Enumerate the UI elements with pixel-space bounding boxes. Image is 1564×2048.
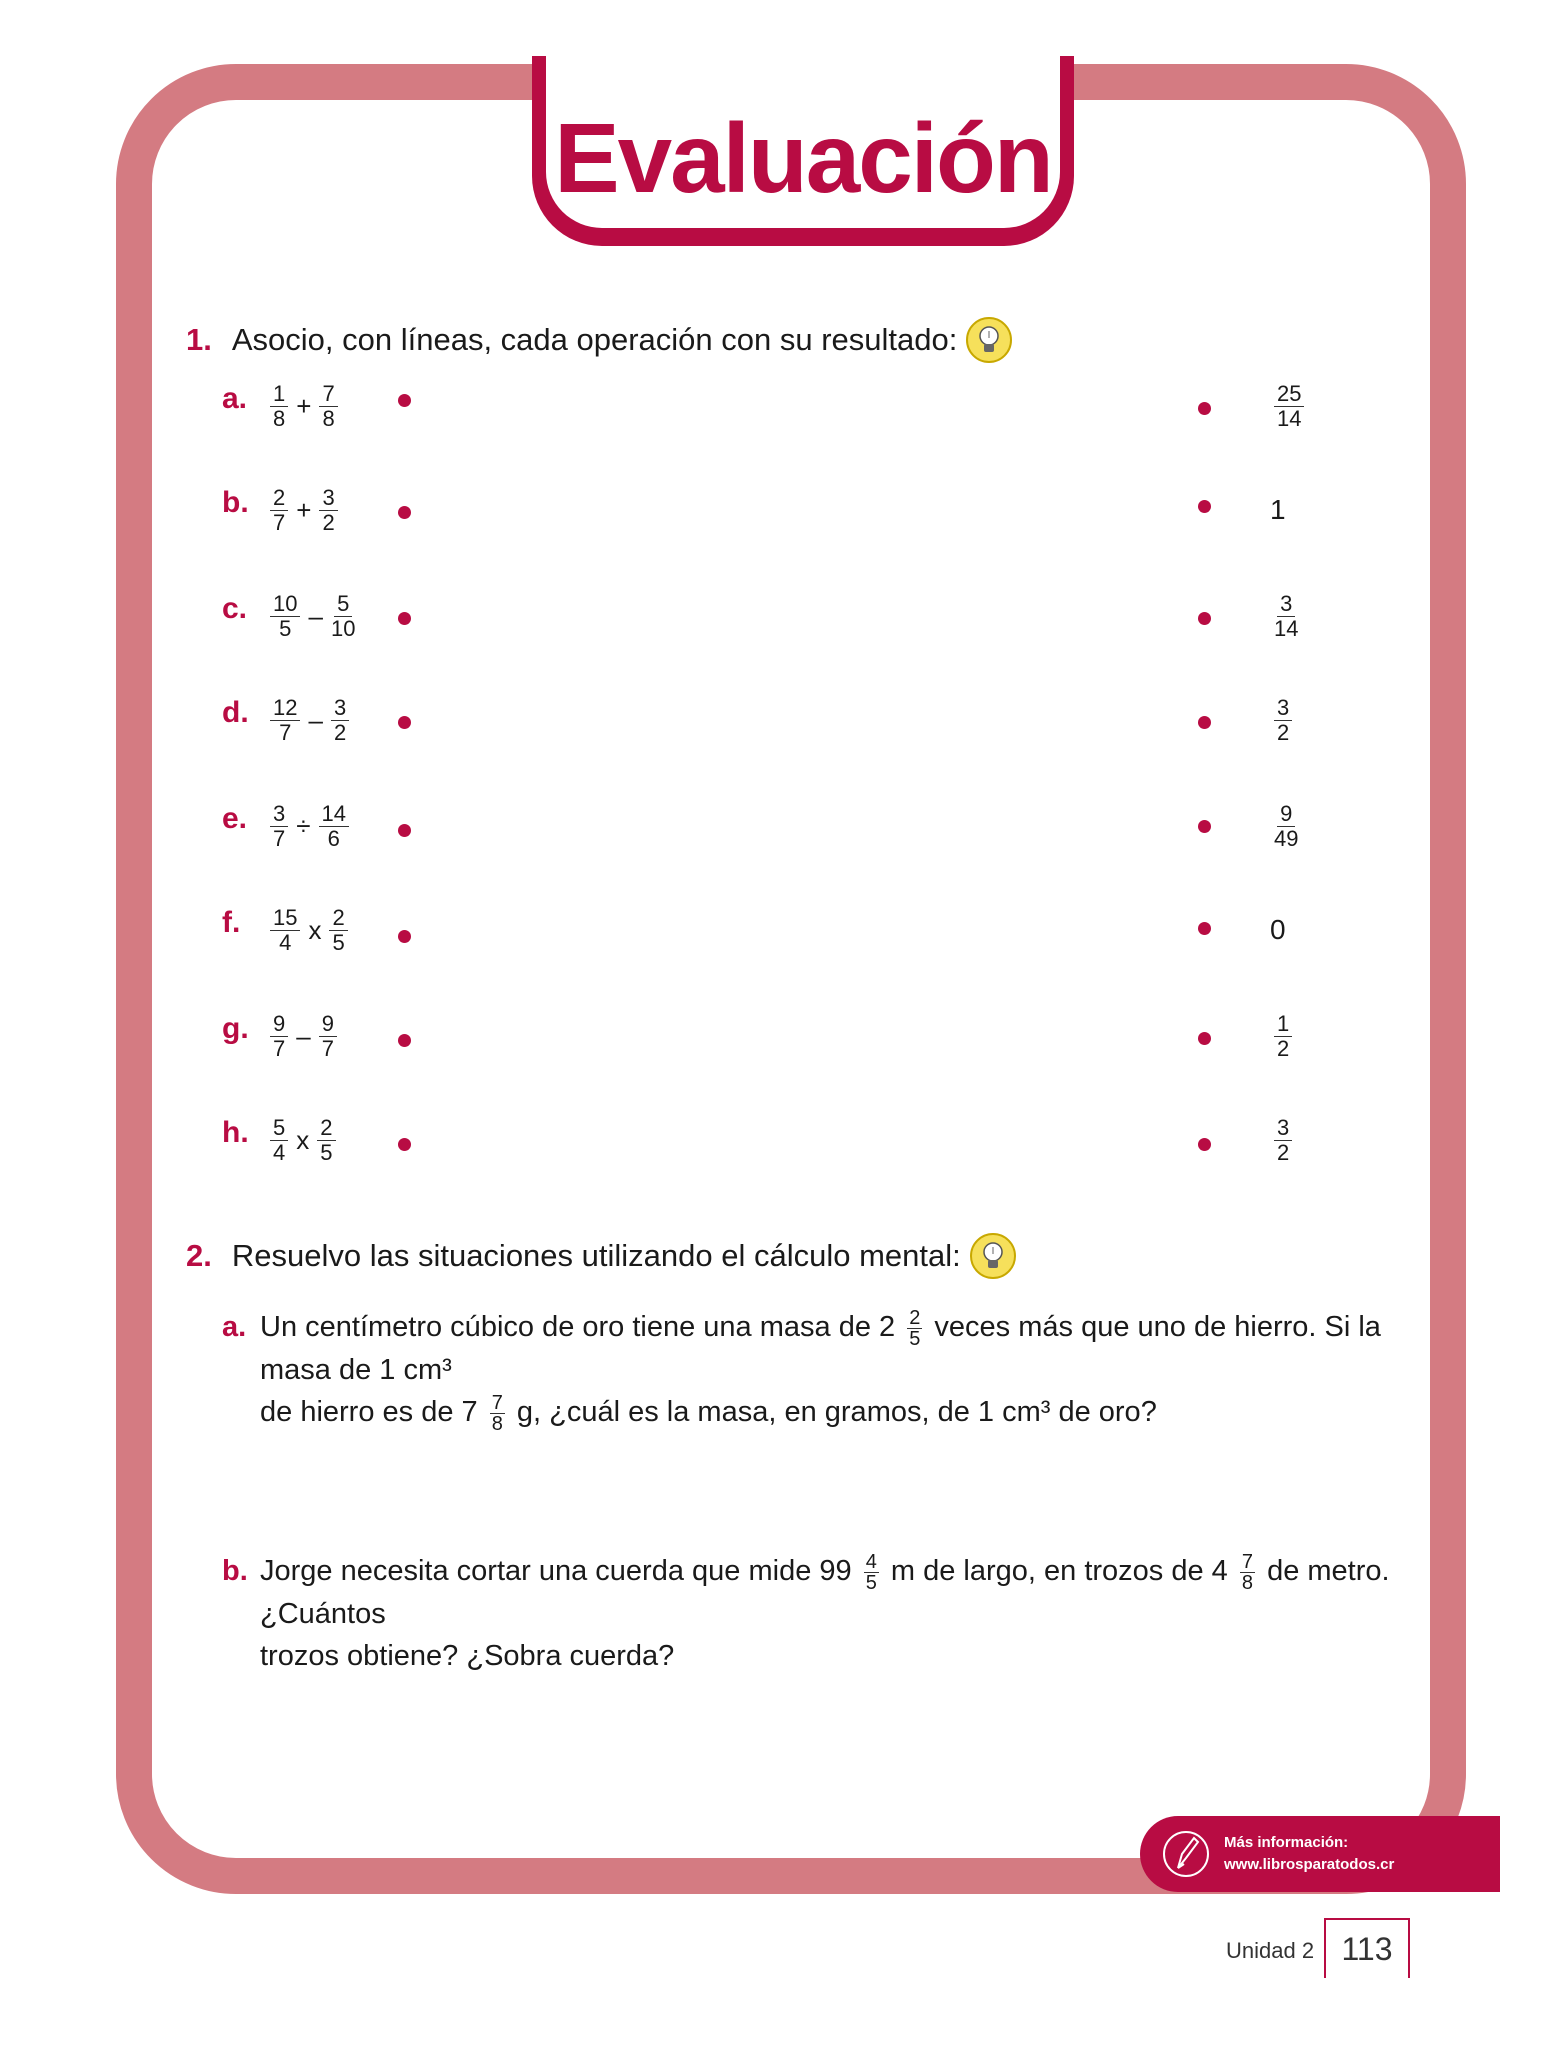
right-dot[interactable] [1198, 402, 1211, 415]
left-dot[interactable] [398, 394, 411, 407]
result: 0 [1270, 914, 1286, 945]
list-item: e. $\frac{3}{7}$ ÷ $\frac{14}{6}$ $\frac{9}{49}$ [222, 796, 1322, 856]
right-dot[interactable] [1198, 500, 1211, 513]
result: $\frac{9}{49}$ [1274, 800, 1299, 851]
list-item: b. $\frac{2}{7}$ + $\frac{3}{2}$ 1 [222, 480, 1322, 540]
title-tab [532, 56, 1074, 246]
operation: $\frac{12}{7}$ – $\frac{3}{2}$ [266, 690, 353, 750]
question-number: 2. [186, 1238, 212, 1273]
left-dot[interactable] [398, 1034, 411, 1047]
right-dot[interactable] [1198, 612, 1211, 625]
result: 1 [1270, 494, 1286, 525]
result: $\frac{25}{14}$ [1270, 376, 1308, 436]
operation: $\frac{9}{7}$ – $\frac{9}{7}$ [266, 1006, 341, 1066]
left-dot[interactable] [398, 930, 411, 943]
question-2-header [186, 1232, 1017, 1280]
operation: $\frac{1}{8}$ + $\frac{7}{8}$ [266, 376, 342, 436]
left-dot[interactable] [398, 824, 411, 837]
list-item: f. $\frac{15}{4}$ x $\frac{2}{5}$ 0 [222, 900, 1322, 960]
question-text: Resuelvo las situaciones utilizando el cálculo mental: [231, 1238, 961, 1273]
operation: $\frac{10}{5}$ – $\frac{5}{10}$ [266, 586, 359, 646]
left-dot[interactable] [398, 506, 411, 519]
list-item: c. $\frac{10}{5}$ – $\frac{5}{10}$ $\frac{3}{14}$ [222, 586, 1322, 646]
operation: $\frac{15}{4}$ x $\frac{2}{5}$ [266, 900, 352, 960]
operation: $\frac{2}{7}$ + $\frac{3}{2}$ [266, 480, 342, 540]
left-dot[interactable] [398, 716, 411, 729]
right-dot[interactable] [1198, 922, 1211, 935]
more-info-link[interactable]: www.librosparatodos.cr [1224, 1856, 1395, 1873]
question-number: 1. [186, 322, 212, 357]
list-item: g. $\frac{9}{7}$ – $\frac{9}{7}$ $\frac{1}{2}$ [222, 1006, 1322, 1066]
result: $\frac{3}{2}$ [1270, 1110, 1296, 1170]
result: $\frac{3}{14}$ [1274, 590, 1299, 641]
right-dot[interactable] [1198, 716, 1211, 729]
result: $\frac{3}{2}$ [1270, 690, 1296, 750]
operation: $\frac{5}{4}$ x $\frac{2}{5}$ [266, 1110, 340, 1170]
page-number: 113 [1324, 1918, 1410, 1978]
right-dot[interactable] [1198, 1138, 1211, 1151]
left-dot[interactable] [398, 1138, 411, 1151]
operation: $\frac{3}{7}$ ÷ $\frac{14}{6}$ [266, 796, 353, 856]
more-info-banner[interactable] [1140, 1816, 1500, 1892]
right-dot[interactable] [1198, 1032, 1211, 1045]
page-title: Evaluación [554, 103, 1052, 213]
list-item: d. $\frac{12}{7}$ – $\frac{3}{2}$ $\frac{3}{2}$ [222, 690, 1322, 750]
result: $\frac{1}{2}$ [1270, 1006, 1296, 1066]
question-text: Asocio, con líneas, cada operación con su resultado: [231, 322, 958, 357]
pencil-icon [1162, 1824, 1210, 1884]
list-item: a. $\frac{1}{8}$ + $\frac{7}{8}$ $\frac{25}{14}$ [222, 376, 1322, 436]
left-dot[interactable] [398, 612, 411, 625]
question-1-header [186, 316, 1013, 364]
lightbulb-icon [965, 316, 1013, 364]
more-info-label: Más información: [1224, 1834, 1349, 1851]
unit-label: Unidad 2 [1226, 1938, 1315, 1963]
right-dot[interactable] [1198, 820, 1211, 833]
lightbulb-icon [969, 1232, 1017, 1280]
list-item: h. $\frac{5}{4}$ x $\frac{2}{5}$ $\frac{3}{2}$ [222, 1110, 1322, 1170]
